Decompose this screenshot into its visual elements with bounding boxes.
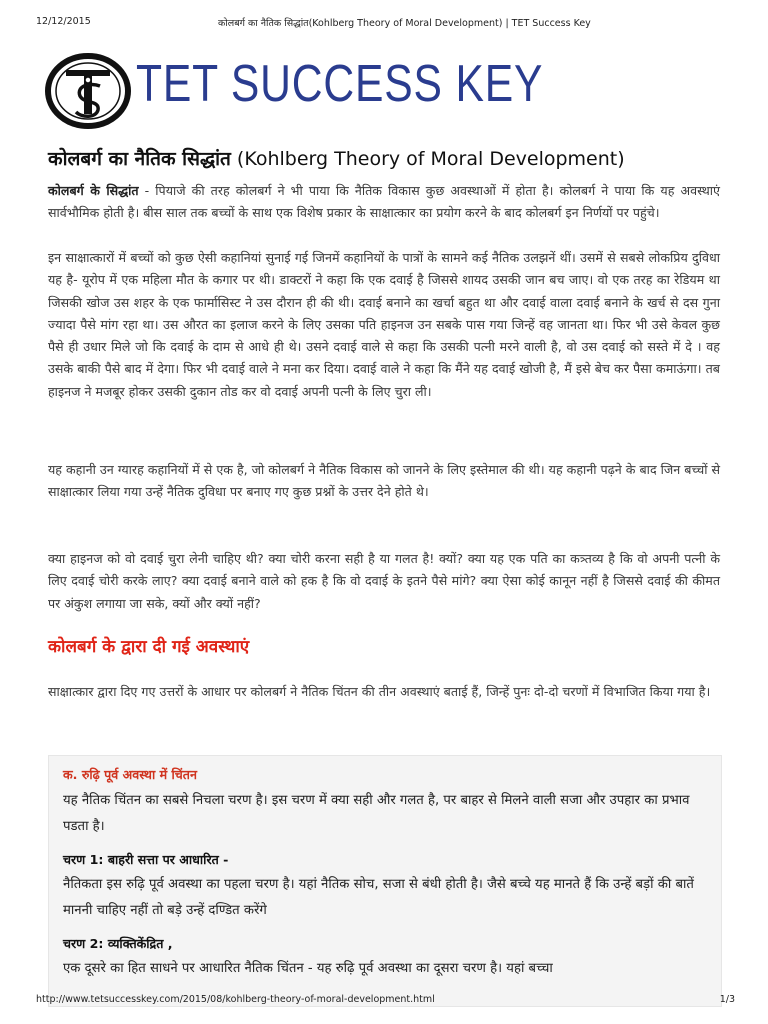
print-footer xyxy=(0,994,768,1008)
step2-text: एक दूसरे का हित साधने पर आधारित नैतिक चिंतन - यह रुढ़ि पूर्व अवस्था का दूसरा चरण है। यहां बच्चा xyxy=(63,961,553,976)
intro-paragraph xyxy=(48,180,720,225)
step1-text: नैतिकता इस रुढ़ि पूर्व अवस्था का पहला चरण है। यहां नैतिक सोच, सजा से बंधी होती है। जैसे बच्चे यह मानते हैं कि उन्हें बड़ों की बातें माननी चाहिए नहीं तो बड़े उन्हें दण्डित करेंगे xyxy=(63,877,694,918)
print-document-title: कोलबर्ग का नैतिक सिद्धांत(Kohlberg Theory of Moral Development) | TET Success Key xyxy=(218,18,591,29)
step2-heading: चरण 2: व्यक्तिकेंद्रित , xyxy=(63,936,173,951)
intro-bold-term: कोलबर्ग के सिद्धांत xyxy=(48,183,139,198)
site-logo[interactable] xyxy=(44,52,544,128)
page-number: 1/3 xyxy=(719,994,735,1005)
ts-emblem-icon xyxy=(44,52,136,130)
step1-heading: चरण 1: बाहरी सत्ता पर आधारित - xyxy=(63,852,229,867)
stage-box xyxy=(48,755,722,1007)
heinz-dilemma-paragraph: इन साक्षात्कारों में बच्चों को कुछ ऐसी कहानियां सुनाई गई जिनमें कहानियों के पात्रों के सामने कई नैतिक उलझनें थीं। उसमें से सबसे लोकप्रिय दुविधा यह है- यूरोप में एक महिला मौत के कगार पर थी। डाक्टरों ने कहा कि एक दवाई है जिससे शायद उसकी जान बच जाए। वो एक तरह का रेडियम था जिसकी खोज उस शहर के एक फार्मासिस्ट ने उस दौरान ही की थी। दवाई बनाने का खर्चा बहुत था और दवाई वाला दवाई बनाने के खर्च से दस गुना ज्यादा पैसे मांग रहा था। उस औरत का इलाज करने के लिए उसका पति हाइनज उन सबके पास गया जिन्हें वह जानता था। फिर भी उसे केवल कुछ पैसे ही उधार मिले जो कि दवाई के दाम से आधे ही थे। उसने दवाई वाले से कहा कि उसकी पत्नी मरने वाली है, वो उस दवाई को सस्ते में दे । वह उसके बाकी पैसे बाद में देगा। फिर भी दवाई वाले ने मना कर दिया। दवाई वाले ने कहा कि मैंने यह दवाई खोजी है, मैं इसे बेच कर पैसा कमाऊंगा। तब हाइनज ने मजबूर होकर उसकी दुकान तोड कर वो दवाई अपनी पत्नी के लिए चुरा ली। xyxy=(48,250,720,399)
print-header xyxy=(0,16,768,30)
intro-text: - पियाजे की तरह कोलबर्ग ने भी पाया कि नैतिक विकास कुछ अवस्थाओं में होता है। कोलबर्ग ने पाया कि यह अवस्थाएं सार्वभौमिक होती है। बीस साल तक बच्चों के साथ एक विशेष प्रकार के साक्षात्कार का प्रयोग करने के बाद कोलबर्ग इन निर्णयों पर पहुंचे। xyxy=(48,183,720,221)
print-url[interactable]: http://www.tetsuccesskey.com/2015/08/kohlberg-theory-of-moral-development.html xyxy=(36,994,435,1005)
section-heading: कोलबर्ग के द्वारा दी गई अवस्थाएं xyxy=(48,637,250,657)
story-context-paragraph: यह कहानी उन ग्यारह कहानियों में से एक है, जो कोलबर्ग ने नैतिक विकास को जानने के लिए इस्तेमाल की थी। यह कहानी पढ़ने के बाद जिन बच्चों से साक्षात्कार लिया गया उन्हें नैतिक दुविधा पर बनाए गए कुछ प्रश्नों के उत्तर देने होते थे। xyxy=(48,462,720,500)
stage-intro: यह नैतिक चिंतन का सबसे निचला चरण है। इस चरण में क्या सही और गलत है, पर बाहर से मिलने वाली सजा और उपहार का प्रभाव पडता है। xyxy=(63,793,690,834)
stages-intro-paragraph: साक्षात्कार द्वारा दिए गए उत्तरों के आधार पर कोलबर्ग ने नैतिक चिंतन की तीन अवस्थाएं बताई हैं, जिन्हें पुनः दो-दो चरणों में विभाजित किया गया है। xyxy=(48,684,711,699)
stage-heading: क. रुढ़ि पूर्व अवस्था में चिंतन xyxy=(63,767,197,782)
page-title xyxy=(48,146,748,172)
print-date: 12/12/2015 xyxy=(36,16,91,27)
questions-paragraph: क्या हाइनज को वो दवाई चुरा लेनी चाहिए थी? क्या चोरी करना सही है या गलत है! क्यों? क्या यह एक पति का कत्र्तव्य है कि वो अपनी पत्नी के लिए दवाई चोरी करके लाए? क्या दवाई बनाने वाले को हक है कि वो दवाई के इतने पैसे मांगे? क्या ऐसा कोई कानून नहीं है जिससे दवाई की कीमत पर अंकुश लगाया जा सके, क्यों और क्यों नहीं? xyxy=(48,551,720,611)
title-hindi: कोलबर्ग का नैतिक सिद्धांत xyxy=(48,148,231,170)
title-english: (Kohlberg Theory of Moral Development) xyxy=(230,148,625,170)
logo-text: TET SUCCESS KEY xyxy=(136,55,544,113)
